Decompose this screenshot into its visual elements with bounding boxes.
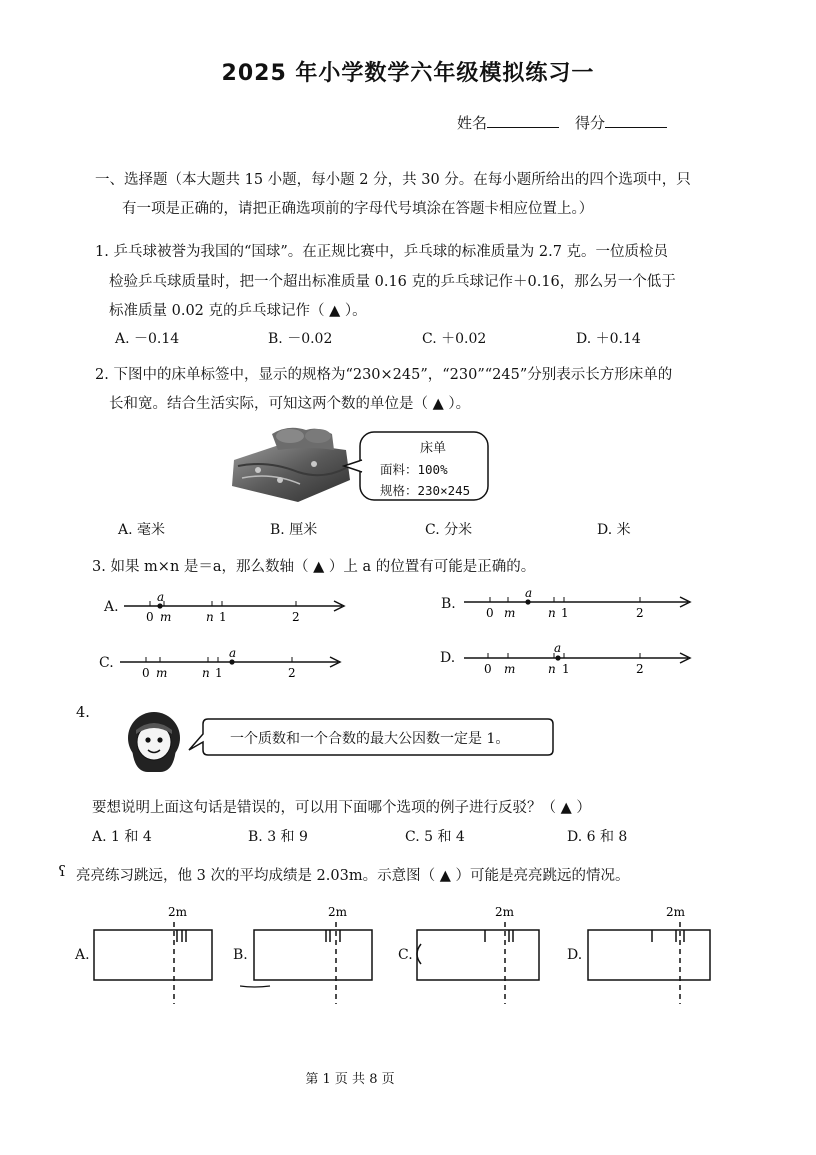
- nl-b-a-label: a: [525, 586, 533, 600]
- q2-option-a[interactable]: A. 毫米: [118, 522, 166, 538]
- nl-a-two: 2: [292, 610, 300, 624]
- score-field[interactable]: [575, 112, 667, 133]
- nl-b-m: m: [504, 606, 516, 620]
- q3-option-a[interactable]: A.: [104, 599, 119, 615]
- q2-option-d[interactable]: D. 米: [597, 522, 631, 538]
- jump-a-mark: 2m: [168, 905, 188, 919]
- nl-c-zero: 0: [142, 666, 150, 680]
- nl-c-n: n: [202, 666, 210, 680]
- page-number: 第 1 页 共 8 页: [305, 1072, 395, 1087]
- q3-option-c[interactable]: C.: [99, 655, 114, 671]
- jump-diagram-d: [580, 900, 720, 1004]
- q2-line2: 长和宽。结合生活实际，可知这两个数的单位是（ ▲ ）。: [109, 396, 471, 412]
- q4-option-c[interactable]: C. 5 和 4: [405, 829, 465, 845]
- q1-line3: 标准质量 0.02 克的乒乓球记作（ ▲ ）。: [109, 303, 367, 319]
- label-fabric: 面料：100%: [380, 462, 448, 477]
- q5-option-a[interactable]: A.: [75, 947, 90, 963]
- nl-d-two: 2: [636, 662, 644, 676]
- q1-option-b[interactable]: B. －0.02: [268, 331, 333, 347]
- nl-b-n: n: [548, 606, 556, 620]
- nl-c-m: m: [156, 666, 168, 680]
- name-blank[interactable]: [487, 113, 559, 128]
- jump-d-mark: 2m: [666, 905, 686, 919]
- label-title: 床单: [420, 441, 447, 456]
- q1-option-d[interactable]: D. ＋0.14: [576, 331, 641, 347]
- q5-margin-mark: ʕ: [58, 862, 67, 880]
- jump-diagram-a: [90, 900, 220, 1004]
- nl-b-zero: 0: [486, 606, 494, 620]
- q4-number: 4.: [76, 705, 90, 721]
- nl-b-one: 1: [561, 606, 569, 620]
- section1-line2: 有一项是正确的，请把正确选项前的字母代号填涂在答题卡相应位置上。）: [122, 201, 594, 217]
- name-field[interactable]: [457, 112, 559, 133]
- q5-stem: 亮亮练习跳远，他 3 次的平均成绩是 2.03m。示意图（ ▲ ）可能是亮亮跳远的情况。: [76, 868, 630, 884]
- section1-line1: 一、选择题（本大题共 15 小题，每小题 2 分，共 30 分。在每小题所给出的四个选项中，只: [95, 172, 691, 188]
- q2-option-b[interactable]: B. 厘米: [270, 522, 318, 538]
- nl-c-a-label: a: [229, 646, 237, 660]
- q5-option-c[interactable]: C.: [398, 947, 413, 963]
- nl-c-one: 1: [215, 666, 223, 680]
- jump-c-mark: 2m: [495, 905, 515, 919]
- nl-d-zero: 0: [484, 662, 492, 676]
- nl-a-one: 1: [219, 610, 227, 624]
- q1-line2: 检验乒乓球质量时，把一个超出标准质量 0.16 克的乒乓球记作＋0.16，那么另一个低于: [109, 274, 676, 290]
- q2-option-c[interactable]: C. 分米: [425, 522, 473, 538]
- name-label: 姓名: [457, 114, 488, 132]
- nl-c-two: 2: [288, 666, 296, 680]
- nl-d-m: m: [504, 662, 516, 676]
- nl-d-n: n: [548, 662, 556, 676]
- jump-diagram-c: [405, 900, 545, 1004]
- q4-stem: 要想说明上面这句话是错误的，可以用下面哪个选项的例子进行反驳？（ ▲ ）: [92, 800, 591, 816]
- bed-sheet-image: [228, 420, 358, 505]
- label-spec: 规格：230×245: [380, 483, 471, 498]
- nl-a-zero: 0: [146, 610, 154, 624]
- speech-text: 一个质数和一个合数的最大公因数一定是 1。: [230, 731, 510, 747]
- nl-d-one: 1: [562, 662, 570, 676]
- q2-line1: 2. 下图中的床单标签中，显示的规格为“230×245”，“230”“245”分别表示长方形床单的: [95, 367, 673, 383]
- q1-option-c[interactable]: C. ＋0.02: [422, 331, 487, 347]
- nl-d-a-label: a: [554, 641, 562, 655]
- number-line-c: [116, 644, 346, 684]
- number-line-a: [120, 588, 350, 628]
- girl-avatar-icon: [124, 708, 184, 774]
- q4-option-d[interactable]: D. 6 和 8: [567, 829, 628, 845]
- score-blank[interactable]: [605, 113, 667, 128]
- nl-b-two: 2: [636, 606, 644, 620]
- q4-option-a[interactable]: A. 1 和 4: [92, 829, 152, 845]
- q5-option-d[interactable]: D.: [567, 947, 583, 963]
- q1-option-a[interactable]: A. －0.14: [115, 331, 180, 347]
- jump-b-mark: 2m: [328, 905, 348, 919]
- nl-a-n: n: [206, 610, 214, 624]
- nl-a-a-label: a: [157, 590, 165, 604]
- page-title: 2025 年小学数学六年级模拟练习一: [221, 61, 595, 86]
- nl-a-m: m: [160, 610, 172, 624]
- q3-stem: 3. 如果 m×n 是＝a，那么数轴（ ▲ ）上 a 的位置有可能是正确的。: [92, 559, 536, 575]
- q3-option-d[interactable]: D.: [440, 650, 456, 666]
- score-label: 得分: [575, 114, 606, 132]
- jump-diagram-b: [240, 900, 380, 1004]
- number-line-d: [460, 640, 696, 680]
- q4-option-b[interactable]: B. 3 和 9: [248, 829, 308, 845]
- number-line-b: [460, 586, 696, 626]
- q3-option-b[interactable]: B.: [441, 596, 456, 612]
- q1-line1: 1. 乒乓球被誉为我国的“国球”。在正规比赛中，乒乓球的标准质量为 2.7 克。一位质检员: [95, 244, 669, 260]
- q5-option-b[interactable]: B.: [233, 947, 248, 963]
